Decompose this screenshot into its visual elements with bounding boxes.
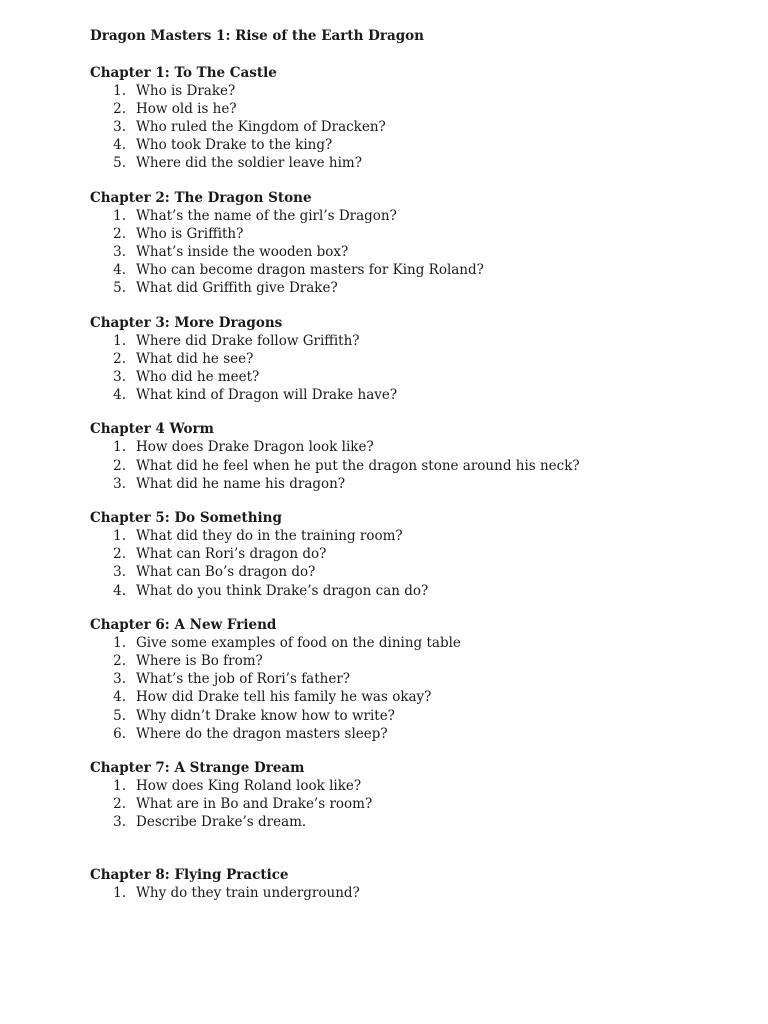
question-number: 3. (113, 243, 126, 260)
question-list (90, 207, 730, 298)
chapter-section (90, 189, 730, 298)
question-text: What did he name his dragon? (136, 475, 346, 492)
question-number: 2. (113, 546, 126, 563)
question-text: What can Rori’s dragon do? (136, 546, 327, 563)
chapter-section (90, 420, 730, 493)
question-text: Why do they train underground? (136, 884, 360, 901)
question-number: 2. (113, 796, 126, 813)
question-number: 3. (113, 671, 126, 688)
question-item (90, 279, 730, 297)
question-item (90, 386, 730, 404)
chapter-heading: Chapter 2: The Dragon Stone (90, 189, 312, 206)
question-text: How did Drake tell his family he was okay? (136, 689, 432, 706)
question-text: What did he feel when he put the dragon stone around his neck? (136, 457, 580, 474)
question-item (90, 652, 730, 670)
question-item (90, 261, 730, 279)
question-item (90, 563, 730, 581)
question-text: Give some examples of food on the dining table (136, 634, 461, 651)
question-text: Who ruled the Kingdom of Dracken? (136, 118, 386, 135)
question-item (90, 225, 730, 243)
question-list (90, 527, 730, 600)
chapter-section (90, 616, 730, 743)
question-number: 4. (113, 387, 126, 404)
document-page (90, 27, 730, 918)
chapter-heading: Chapter 5: Do Something (90, 509, 282, 526)
question-text: How old is he? (136, 100, 237, 117)
question-item (90, 368, 730, 386)
chapter-section (90, 314, 730, 405)
chapter-list (90, 64, 730, 902)
question-number: 1. (113, 439, 126, 456)
chapter-section (90, 64, 730, 173)
question-text: Describe Drake’s dream. (136, 814, 307, 831)
question-item (90, 100, 730, 118)
question-number: 2. (113, 225, 126, 242)
question-number: 1. (113, 884, 126, 901)
question-item (90, 118, 730, 136)
question-number: 1. (113, 207, 126, 224)
chapter-section (90, 866, 730, 902)
question-number: 5. (113, 280, 126, 297)
question-item (90, 670, 730, 688)
question-text: How does King Roland look like? (136, 777, 362, 794)
question-text: Who did he meet? (136, 368, 260, 385)
question-item (90, 207, 730, 225)
document-title: Dragon Masters 1: Rise of the Earth Dragon (90, 28, 424, 44)
question-number: 6. (113, 725, 126, 742)
question-text: What’s the name of the girl’s Dragon? (136, 207, 397, 224)
question-text: Who took Drake to the king? (136, 137, 333, 154)
question-number: 4. (113, 137, 126, 154)
question-text: What did Griffith give Drake? (136, 280, 338, 297)
question-item (90, 350, 730, 368)
question-item (90, 707, 730, 725)
question-number: 1. (113, 82, 126, 99)
question-text: What did he see? (136, 350, 254, 367)
question-text: Who is Drake? (136, 82, 236, 99)
question-item (90, 634, 730, 652)
question-number: 4. (113, 262, 126, 279)
question-item (90, 136, 730, 154)
question-number: 3. (113, 118, 126, 135)
question-list (90, 332, 730, 405)
question-number: 3. (113, 475, 126, 492)
question-text: What’s inside the wooden box? (136, 243, 349, 260)
question-item (90, 82, 730, 100)
question-text: What’s the job of Rori’s father? (136, 671, 351, 688)
chapter-heading: Chapter 8: Flying Practice (90, 866, 289, 883)
question-text: Where did Drake follow Griffith? (136, 332, 360, 349)
question-item (90, 475, 730, 493)
chapter-heading: Chapter 7: A Strange Dream (90, 759, 305, 776)
question-text: What are in Bo and Drake’s room? (136, 796, 373, 813)
question-item (90, 332, 730, 350)
question-number: 2. (113, 457, 126, 474)
question-text: Where do the dragon masters sleep? (136, 725, 388, 742)
chapter-heading: Chapter 1: To The Castle (90, 64, 277, 81)
question-item (90, 795, 730, 813)
question-item (90, 688, 730, 706)
question-list (90, 82, 730, 173)
question-number: 2. (113, 100, 126, 117)
question-text: What did they do in the training room? (136, 527, 403, 544)
question-item (90, 582, 730, 600)
question-text: What do you think Drake’s dragon can do? (136, 582, 429, 599)
question-number: 1. (113, 777, 126, 794)
question-number: 3. (113, 814, 126, 831)
chapter-heading: Chapter 6: A New Friend (90, 616, 277, 633)
question-number: 1. (113, 634, 126, 651)
question-text: How does Drake Dragon look like? (136, 439, 374, 456)
question-text: What can Bo’s dragon do? (136, 564, 316, 581)
chapter-section (90, 759, 730, 832)
chapter-heading: Chapter 4 Worm (90, 421, 214, 438)
question-number: 4. (113, 689, 126, 706)
question-list (90, 438, 730, 493)
question-item (90, 243, 730, 261)
question-item (90, 545, 730, 563)
question-item (90, 777, 730, 795)
question-number: 1. (113, 527, 126, 544)
question-list (90, 634, 730, 743)
question-number: 3. (113, 368, 126, 385)
question-text: Why didn’t Drake know how to write? (136, 707, 395, 724)
question-number: 5. (113, 155, 126, 172)
question-text: What kind of Dragon will Drake have? (136, 387, 398, 404)
question-number: 4. (113, 582, 126, 599)
question-text: Where is Bo from? (136, 652, 263, 669)
question-text: Where did the soldier leave him? (136, 155, 362, 172)
question-item (90, 725, 730, 743)
question-text: Who can become dragon masters for King Roland? (136, 262, 484, 279)
chapter-section (90, 509, 730, 600)
question-list (90, 884, 730, 902)
question-item (90, 457, 730, 475)
question-number: 3. (113, 564, 126, 581)
question-item (90, 884, 730, 902)
question-item (90, 527, 730, 545)
question-text: Who is Griffith? (136, 225, 244, 242)
chapter-heading: Chapter 3: More Dragons (90, 314, 283, 331)
question-number: 1. (113, 332, 126, 349)
question-number: 5. (113, 707, 126, 724)
question-item (90, 438, 730, 456)
question-item (90, 154, 730, 172)
question-item (90, 813, 730, 831)
question-number: 2. (113, 350, 126, 367)
question-list (90, 777, 730, 832)
question-number: 2. (113, 652, 126, 669)
